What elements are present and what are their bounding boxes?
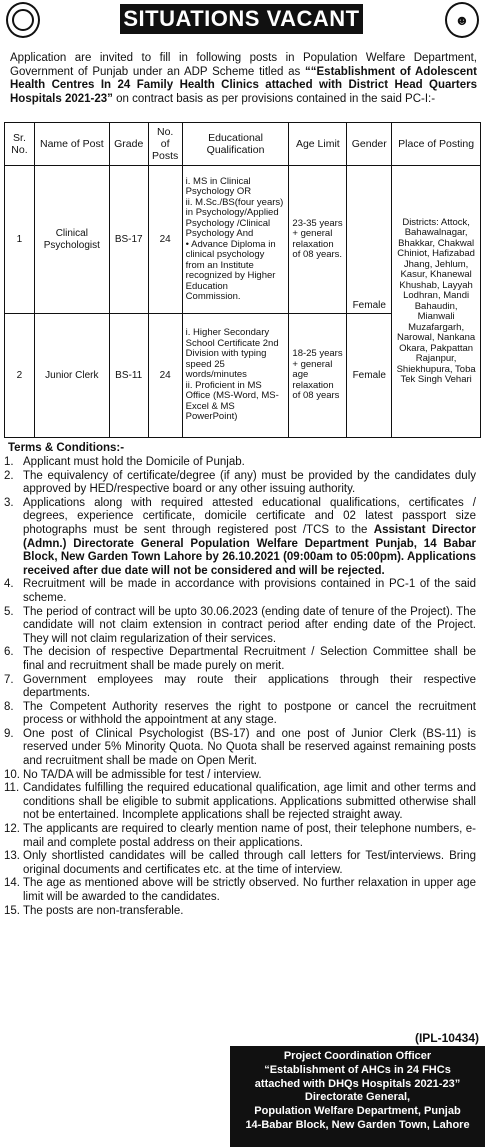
list-item	[4, 646, 476, 673]
footer-contact-block	[230, 1046, 485, 1147]
item-text: No TA/DA will be admissible for test / interview.	[23, 768, 262, 781]
item-number: 4.	[4, 578, 14, 591]
header-qual: Educational Qualification	[182, 123, 289, 166]
item-text: Only shortlisted candidates will be called through call letters for Test/interviews. Bring original documents and certificates etc. at the time of interview.	[23, 850, 476, 876]
list-item	[4, 728, 476, 769]
intro-text-2: on contract basis as per provisions contained in the said PC-I:-	[112, 92, 436, 105]
row-gender: Female	[347, 166, 392, 314]
row-grade: BS-17	[109, 166, 148, 314]
row-sr: 2	[5, 314, 35, 438]
header-age: Age Limit	[289, 123, 347, 166]
item-text: Government employees may route their applications through their respective departments.	[23, 673, 476, 700]
qual-line: ii. Proficient in MS Office (MS-Word, MS-Excel & MS PowerPoint)	[185, 379, 279, 423]
list-item	[4, 905, 476, 919]
item-number: 7.	[4, 673, 14, 686]
header-no: No. of Posts	[148, 123, 182, 166]
item-number: 15.	[4, 904, 20, 917]
list-item	[4, 701, 476, 728]
item-number: 1.	[4, 456, 14, 468]
header-place: Place of Posting	[392, 123, 481, 166]
item-number: 9.	[4, 727, 14, 740]
list-item	[4, 674, 476, 701]
item-number: 12.	[4, 823, 20, 836]
row-age: 18-25 years + general age relaxation of 08 years	[289, 314, 347, 438]
row-name: Junior Clerk	[34, 314, 109, 438]
item-number: 14.	[4, 877, 20, 890]
header-name: Name of Post	[34, 123, 109, 166]
family-logo-icon: ☻	[445, 2, 479, 38]
item-number: 8.	[4, 700, 14, 713]
item-text: The period of contract will be upto 30.06.2023 (ending date of tenure of the Project). The candidate will not claim extension in contract period after ending date of the Project. They will not claim regularization of their services.	[23, 605, 476, 645]
page-title: SITUATIONS VACANT	[120, 4, 363, 34]
intro-scheme-title: ““Establishment of Adolescent Health Centres In 24 Family Health Clinics attached with District Head Quarters Hospitals 2021-23”	[10, 65, 477, 105]
list-item	[4, 850, 476, 877]
item-text: Applicant must hold the Domicile of Punjab.	[23, 456, 245, 468]
intro-text-1: Application are invited to fill in following posts in Population Welfare Department, Government of Punjab under an ADP Scheme titled as	[10, 52, 477, 78]
list-item	[4, 578, 476, 605]
terms-list	[4, 456, 476, 918]
posts-table	[4, 122, 481, 438]
item-text: One post of Clinical Psychologist (BS-17) and one post of Junior Clerk (BS-11) is reserved under 5% Minority Quota. No Quota shall be reserved against remaining posts and recruitment shall be made on Open Merit.	[23, 727, 476, 768]
row-gender: Female	[347, 314, 392, 438]
item-text: The applicants are required to clearly mention name of post, their telephone numbers, e-mail and complete postal address on their applications.	[23, 823, 476, 849]
item-text: The equivalency of certificate/degree (if any) must be provided by the candidates duly approved by HED/respective board or any other issuing authority.	[23, 469, 476, 496]
footer-line: 14-Babar Block, New Garden Town, Lahore	[245, 1118, 470, 1131]
header	[0, 0, 485, 40]
row-name: Clinical Psychologist	[34, 166, 109, 314]
item-text: Applications along with required attested educational qualifications, certificates / degrees, experience certificate, domicile certificate and 02 latest passport size photographs must be sent through registered post /TCS to the	[23, 496, 476, 536]
row-qualification	[182, 314, 289, 438]
row-sr: 1	[5, 166, 35, 314]
item-text: Candidates fulfilling the required educational qualification, age limit and other terms and conditions shall be eligible to submit applications. Applications submitted otherwise shall not be entertained. Incomplete applications shall be rejected straight away.	[23, 782, 476, 822]
item-number: 6.	[4, 646, 14, 659]
list-item	[4, 470, 476, 497]
intro-paragraph	[10, 52, 477, 106]
footer-line: Project Coordination Officer	[283, 1050, 432, 1062]
list-item	[4, 606, 476, 647]
item-number: 2.	[4, 469, 14, 482]
header-grade: Grade	[109, 123, 148, 166]
list-item	[4, 456, 476, 470]
item-number: 13.	[4, 850, 20, 863]
item-number: 10.	[4, 768, 20, 781]
item-text: The age as mentioned above will be strictly observed. No further relaxation in upper age limit will be awarded to the candidates.	[23, 877, 476, 903]
row-no: 24	[148, 166, 182, 314]
item-number: 11.	[4, 782, 20, 795]
item-text: The decision of respective Departmental Recruitment / Selection Committee shall be final and recruitment shall be made purely on merit.	[23, 646, 476, 672]
list-item	[4, 877, 476, 904]
item-text: Recruitment will be made in accordance with provisions contained in PC-1 of the said scheme.	[23, 578, 476, 604]
list-item	[4, 782, 476, 823]
row-no: 24	[148, 314, 182, 438]
table-header-row	[5, 123, 481, 166]
table-row	[5, 166, 481, 314]
header-gender: Gender	[347, 123, 392, 166]
item-text: The Competent Authority reserves the right to postpone or cancel the recruitment process or withhold the appointment at any stage.	[23, 700, 476, 727]
item-text: The posts are non-transferable.	[23, 904, 184, 917]
terms-title: Terms & Conditions:-	[8, 442, 125, 454]
ipl-reference: (IPL-10434)	[414, 1031, 479, 1045]
item-number: 3.	[4, 496, 14, 509]
row-age: 23-35 years + general relaxation of 08 years.	[289, 166, 347, 314]
punjab-seal-icon	[6, 2, 40, 38]
item-bold-text: Assistant Director (Admn.) Directorate General Population Welfare Department Punjab, 14 Babar Block, New Garden Town Lahore by 26.10.2021 (09:00am to 05:00pm). Applications received after due date will not be considered and will be rejected.	[23, 523, 477, 577]
list-item	[4, 769, 476, 783]
qual-line: ii. M.Sc./BS(four years) in Psychology/Applied Psychology /Clinical Psychology And	[185, 196, 284, 239]
qual-line: i. MS in Clinical Psychology OR	[185, 175, 252, 197]
footer-line: Directorate General,	[304, 1091, 411, 1104]
list-item	[4, 823, 476, 850]
qual-line: i. Higher Secondary School Certificate 2nd Division with typing speed 25 words/minutes	[185, 327, 279, 381]
place-of-posting: Districts: Attock, Bahawalnagar, Bhakkar, Chakwal Chiniot, Hafizabad Jhang, Jehlum, Kasur, Khanewal Khushab, Layyah Lodhran, Mandi Bahaudin, Mianwali Muzafargarh, Narowal, Nankana Okara, Pakpattan Rajanpur, Shiekhupura, Toba Tek Singh Vehari	[392, 166, 481, 438]
footer-line: attached with DHQs Hospitals 2021-23”	[254, 1077, 461, 1090]
row-qualification	[182, 166, 289, 314]
footer-line: “Establishment of AHCs in 24 FHCs	[264, 1063, 451, 1076]
row-grade: BS-11	[109, 314, 148, 438]
footer-line: Population Welfare Department, Punjab	[254, 1105, 461, 1118]
list-item	[4, 497, 476, 579]
item-number: 5.	[4, 605, 14, 618]
header-sr: Sr. No.	[5, 123, 35, 166]
qual-line: • Advance Diploma in clinical psychology from an Institute recognized by Higher Education Commission.	[185, 238, 276, 302]
